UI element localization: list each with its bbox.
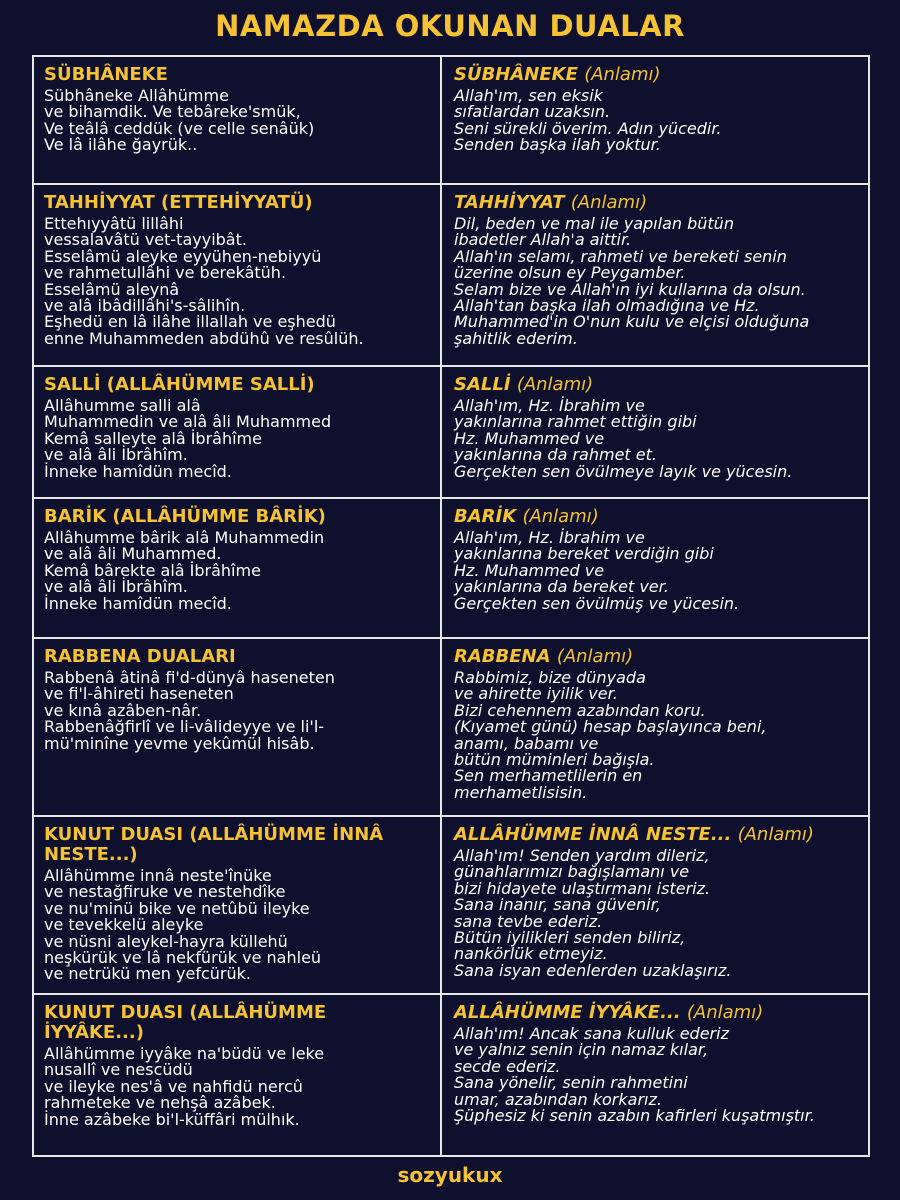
meaning-text: Allah'ım! Senden yardım dileriz, günahlarımızı bağışlamanı ve bizi hidayete ulaştırmanı isteriz. Sana inanır, sana güvenir, sana tevbe ederiz. Bütün iyilikleri senden biliriz, nankörlük etmeyiz. Sana isyan edenlerden uzaklaşırız. bbox=[454, 846, 732, 980]
footer-signature: sozyukux bbox=[397, 1163, 503, 1187]
meaning-heading-sub: (Anlamı) bbox=[737, 824, 814, 845]
prayer-text: Allâhümme iyyâke na'büdü ve leke nusallî ve nescüdü ve ileyke nes'â ve nahfidü nercû rahmeteke ve nehşâ azâbek. İnne azâbeke bi'l-küffâri mülhık. bbox=[44, 1044, 325, 1129]
meaning-heading bbox=[454, 825, 858, 845]
prayer-text: Allâhumme bârik alâ Muhammedin ve alâ âli Muhammed. Kemâ bârekte alâ İbrâhîme ve alâ âli İbrâhîm. İnneke hamîdün mecîd. bbox=[44, 528, 325, 613]
meaning-text: Allah'ım! Ancak sana kulluk ederiz ve yalnız senin için namaz kılar, secde ederiz. Sana yönelir, senin rahmetini umar, azabından korkarız. Şüphesiz ki senin azabın kafirleri kuşatmıştır. bbox=[454, 1024, 815, 1126]
prayer-heading: TAHHİYYAT (ETTEHİYYATÜ) bbox=[44, 192, 313, 213]
meaning-heading-sub: (Anlamı) bbox=[522, 506, 599, 527]
meaning-heading bbox=[454, 375, 858, 395]
prayers-table bbox=[32, 55, 870, 1157]
meaning-heading-sub: (Anlamı) bbox=[584, 64, 661, 85]
meaning-heading bbox=[454, 507, 858, 527]
meaning-heading bbox=[454, 1003, 858, 1023]
prayer-heading: SALLİ (ALLÂHÜMME SALLİ) bbox=[44, 374, 315, 395]
prayer-text: Allâhumme salli alâ Muhammedin ve alâ âli Muhammed Kemâ salleyte alâ İbrâhîme ve alâ âli İbrâhîm. İnneke hamîdün mecîd. bbox=[44, 396, 332, 481]
meaning-heading bbox=[454, 193, 858, 213]
meaning-heading-title: ALLÂHÜMME İYYÂKE... bbox=[454, 1002, 681, 1023]
prayer-cell-meaning bbox=[442, 185, 868, 367]
prayer-cell-meaning bbox=[442, 57, 868, 185]
prayer-cell-arabic bbox=[34, 367, 442, 499]
prayer-cell-meaning bbox=[442, 499, 868, 639]
meaning-text: Dil, beden ve mal ile yapılan bütün ibadetler Allah'a aittir. Allah'ın selamı, rahmeti ve bereketi senin üzerine olsun ey Peygamber. Selam bize ve Allah'ın iyi kullarına da olsun. Allah'tan başka ilah olmadığına ve Hz. Muhammed'in O'nun kulu ve elçisi olduğuna şahitlik ederim. bbox=[454, 214, 810, 348]
prayer-cell-meaning bbox=[442, 639, 868, 817]
meaning-text: Allah'ım, Hz. İbrahim ve yakınlarına rahmet ettiğin gibi Hz. Muhammed ve yakınlarına da rahmet et. Gerçekten sen övülmeye layık ve yücesin. bbox=[454, 396, 793, 481]
meaning-heading-sub: (Anlamı) bbox=[570, 192, 648, 213]
prayer-heading: RABBENA DUALARI bbox=[44, 646, 236, 667]
prayer-cell-meaning bbox=[442, 817, 868, 995]
prayer-text: Ettehıyyâtü lillâhi vessalavâtü vet-tayyibât. Esselâmü aleyke eyyühen-nebiyyü ve rahmetullâhi ve berekâtüh. Esselâmü aleynâ ve alâ ibâdillâhi's-sâlihîn. Eşhedü en lâ ilâhe illallah ve eşhedü enne Muhammeden abdühû ve resûlüh. bbox=[44, 214, 364, 348]
meaning-heading bbox=[454, 647, 858, 667]
prayer-cell-arabic bbox=[34, 817, 442, 995]
meaning-heading bbox=[454, 65, 858, 85]
prayer-heading: KUNUT DUASI (ALLÂHÜMME İYYÂKE...) bbox=[44, 1002, 327, 1043]
meaning-text: Allah'ım, sen eksik sıfatlardan uzaksın. Seni sürekli överim. Adın yücedir. Senden başka ilah yoktur. bbox=[454, 86, 722, 155]
prayer-heading: BARİK (ALLÂHÜMME BÂRİK) bbox=[44, 506, 326, 527]
meaning-heading-title: SALLİ bbox=[454, 374, 511, 395]
prayer-cell-arabic bbox=[34, 995, 442, 1155]
page-title: NAMAZDA OKUNAN DUALAR bbox=[215, 9, 685, 43]
meaning-heading-title: RABBENA bbox=[454, 646, 551, 667]
meaning-heading-sub: (Anlamı) bbox=[686, 1002, 764, 1023]
prayer-heading: SÜBHÂNEKE bbox=[44, 64, 168, 85]
prayer-cell-meaning bbox=[442, 995, 868, 1155]
meaning-heading-sub: (Anlamı) bbox=[516, 374, 594, 395]
prayer-cell-arabic bbox=[34, 639, 442, 817]
prayer-text: Rabbenâ âtinâ fi'd-dünyâ haseneten ve fi'l-âhireti haseneten ve kınâ azâben-nâr. Rabbenâğfirlî ve li-vâlideyye ve li'l- mü'minîne yevme yekûmül hisâb. bbox=[44, 668, 335, 753]
prayer-heading: KUNUT DUASI (ALLÂHÜMME İNNÂ NESTE...) bbox=[44, 824, 384, 865]
meaning-heading-title: BARİK bbox=[454, 506, 517, 527]
prayer-text: Allâhümme innâ neste'înüke ve nestağfiruke ve nestehdîke ve nu'minü bike ve netûbü ileyke ve tevekkelü aleyke ve nüsni aleykel-hayra küllehü neşkürük ve lâ nekfürük ve nahleü ve netrükü men yefcürük. bbox=[44, 866, 322, 984]
meaning-text: Allah'ım, Hz. İbrahim ve yakınlarına bereket verdiğin gibi Hz. Muhammed ve yakınlarına da bereket ver. Gerçekten sen övülmüş ve yücesin. bbox=[454, 528, 740, 613]
prayer-cell-arabic bbox=[34, 185, 442, 367]
prayer-text: Sübhâneke Allâhümme ve bihamdik. Ve tebâreke'smük, Ve teâlâ ceddük (ve celle senâük) Ve lâ ilâhe ğayrük.. bbox=[44, 86, 315, 155]
meaning-heading-title: ALLÂHÜMME İNNÂ NESTE... bbox=[454, 824, 732, 845]
meaning-text: Rabbimiz, bize dünyada ve ahirette iyilik ver. Bizi cehennem azabından koru. (Kıyamet günü) hesap başlayınca beni, anamı, babamı ve bütün müminleri bağışla. Sen merhametlilerin en merhametlisisin. bbox=[454, 668, 767, 802]
meaning-heading-title: TAHHİYYAT bbox=[454, 192, 565, 213]
meaning-heading-title: SÜBHÂNEKE bbox=[454, 64, 578, 85]
prayer-cell-meaning bbox=[442, 367, 868, 499]
meaning-heading-sub: (Anlamı) bbox=[556, 646, 634, 667]
prayer-cell-arabic bbox=[34, 499, 442, 639]
prayer-cell-arabic bbox=[34, 57, 442, 185]
